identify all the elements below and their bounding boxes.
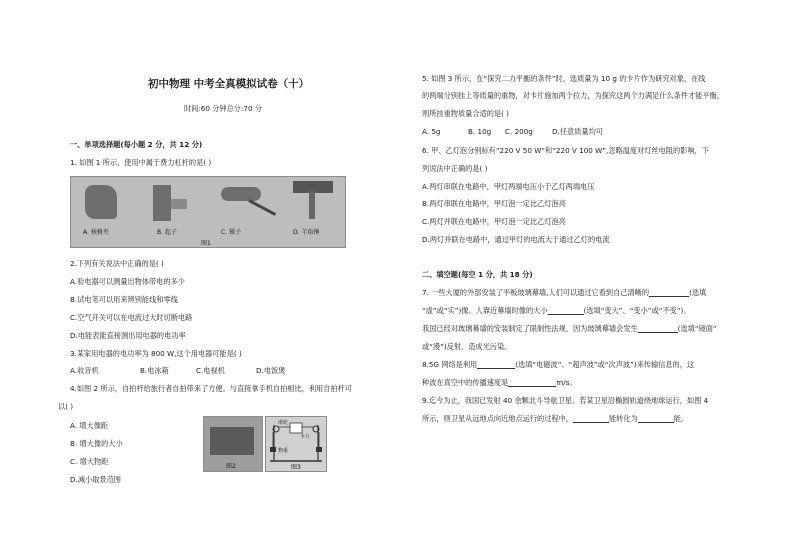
q5-stem-line2: 的两端分别挂上等质量的重物，对卡片施加两个拉力，为探究这两个力满足什么条件才能平衡，: [422, 91, 724, 100]
tweezers-image: [221, 187, 261, 201]
walnut-cracker-image: [85, 185, 117, 219]
section2-heading: 二、填空题(每空 1 分，共 18 分): [422, 270, 533, 279]
fig1-label-a: A. 核桃夹: [83, 229, 109, 236]
selfie-stick-image: [210, 427, 254, 455]
q8-line1-hint: (选填“电磁波”、“超声波”或“次声波”)来传输信息的，这: [515, 360, 695, 369]
q7-blank-1[interactable]: [649, 289, 689, 297]
q6-stem-line1: 6. 甲、乙灯泡分别标有“220 V 50 W”和“220 V 100 W”,忽略温度对灯丝电阻的影响，下: [422, 146, 709, 155]
q9-line2-end: 能。: [673, 414, 689, 423]
q9-blank-2[interactable]: [638, 415, 674, 423]
q5-option-d: D.任意质量均可: [552, 127, 603, 136]
q7-line1-hint: (选填: [689, 288, 707, 297]
q7-blank-3[interactable]: [638, 325, 678, 333]
q4-option-b: B. 增大像的大小: [70, 439, 123, 448]
q3-option-b: B.电冰箱: [140, 366, 169, 375]
q5-option-b: B. 10g: [468, 127, 492, 136]
q2-stem: 2.下列有关说法中正确的是( ): [70, 259, 164, 268]
q4-option-a: A. 增大像距: [70, 421, 109, 430]
q4-option-d: D.减小取景范围: [70, 475, 121, 484]
q7-line3: [422, 324, 717, 333]
q7-line2-text: “虚”或“实”)像。人靠近幕墙时像的大小: [422, 306, 548, 315]
q7-line1: [422, 288, 706, 297]
q2-option-b: B.试电笔可以用来辨别能线和零线: [70, 295, 178, 304]
q9-line2-text: 所示，则卫星从远地点向近地点运行的过程中，: [422, 414, 573, 423]
q8-line2-text: 种波在真空中的传播速度是: [422, 378, 509, 387]
q9-blank-1[interactable]: [573, 415, 609, 423]
q3-option-c: C.电视机: [196, 366, 225, 375]
q6-option-c: C.两灯并联在电路中，甲灯泡一定比乙灯泡亮: [422, 217, 566, 226]
claw-hammer-handle-image: [309, 191, 315, 219]
q2-option-a: A.验电器可以测量出物体带电的多少: [70, 277, 185, 286]
q7-blank-2[interactable]: [548, 307, 584, 315]
fig1-label-d: D. 羊角锤: [293, 229, 320, 236]
q8-line1-text: 8.5G 网络是利用: [422, 360, 478, 369]
q5-stem-line3: 则所挂重物质量合适的是( ): [422, 109, 509, 118]
q6-option-a: A.两灯串联在电路中，甲灯两端电压小于乙灯两端电压: [422, 182, 595, 191]
q7-line3-hint: (选填“镜面”: [677, 324, 717, 333]
fig1-label-b: B. 起子: [157, 229, 177, 236]
q5-option-c: C. 200g: [505, 127, 533, 136]
q9-line2-mid: 能转化为: [608, 414, 638, 423]
fig3-label-weight: 物重: [278, 448, 289, 454]
q4-stem-line1: 4.如图 2 所示，自拍杆给旅行者自拍带来了方便。与直接拿手机自拍相比，利用自拍杆可: [70, 384, 352, 393]
q7-line2-hint: (选填“变大”、“变小”或“不变”)。: [583, 306, 691, 315]
time-info: 时间:60 分钟总分:70 分: [184, 104, 263, 113]
q8-blank-2[interactable]: [508, 379, 556, 387]
q3-option-a: A.收音机: [70, 366, 99, 375]
fig1-caption: 图1: [201, 240, 211, 247]
fig3-label-pulley: 滑轮: [278, 420, 289, 426]
q6-stem-line2: 列说法中正确的是( ): [422, 164, 488, 173]
q7-line1-text: 7. 一些大厦的外部安装了平板玻璃幕墙,人们可以通过它看到自己清晰的: [422, 288, 650, 297]
q4-option-c: C. 增大物距: [70, 457, 109, 466]
q1-stem: 1. 如图 1 所示，使用中属于费力杠杆的是( ): [70, 158, 212, 167]
q7-line3-text: 我国已经对玻璃幕墙的安装制定了限制性法规，因为玻璃幕墙会发生: [422, 324, 638, 333]
q9-line2: [422, 414, 688, 423]
figure-1: [70, 176, 346, 248]
page-title: 初中物理 中考全真模拟试卷（十）: [148, 78, 310, 90]
q5-option-a: A. 5g: [422, 127, 441, 136]
q8-line1: [422, 360, 694, 369]
q6-option-d: D.两灯并联在电路中，通过甲灯的电流大于通过乙灯的电流: [422, 235, 610, 244]
q3-option-d: D.电饭煲: [256, 366, 286, 375]
q7-line4: 或“漫”)反射，造成光污染。: [422, 342, 512, 351]
bottle-opener-image: [153, 185, 171, 221]
section1-heading: 一、单项选择题(每小题 2 分，共 12 分): [70, 140, 203, 149]
fig3-label-card: 卡片: [300, 434, 311, 440]
tweezers-tip-image: [248, 199, 276, 216]
figure-3: [265, 416, 327, 472]
q6-option-b: B.两灯串联在电路中，甲灯泡一定比乙灯泡亮: [422, 199, 566, 208]
q2-option-c: C.空气开关可以在电流过大时切断电路: [70, 313, 193, 322]
figure-2: [203, 416, 263, 472]
q3-stem: 3.某家用电器的电功率为 800 W,这个用电器可能是( ): [70, 349, 242, 358]
q4-stem-line2: 以( ): [58, 402, 74, 411]
fig3-caption: 图3: [291, 464, 301, 471]
q2-option-d: D.电能表能直接测出用电器的电功率: [70, 331, 186, 340]
fig2-caption: 图2: [226, 463, 236, 470]
fig1-label-c: C. 镊子: [221, 229, 242, 236]
bottle-opener-hand-image: [171, 199, 187, 209]
q7-line2: [422, 306, 691, 315]
q9-line1: 9.迄今为止，我国已发射 40 余颗北斗导航卫星。若某卫星沿椭圆轨道绕地球运行，如图 4: [422, 396, 709, 405]
q8-line2-unit: m/s。: [556, 378, 577, 387]
q8-blank-1[interactable]: [477, 361, 515, 369]
q8-line2: [422, 378, 577, 387]
q5-stem-line1: 5. 如图 3 所示，在“探究二力平衡的条件”时，选质量为 10 g 的卡片作为研究对象，在线: [422, 74, 706, 83]
